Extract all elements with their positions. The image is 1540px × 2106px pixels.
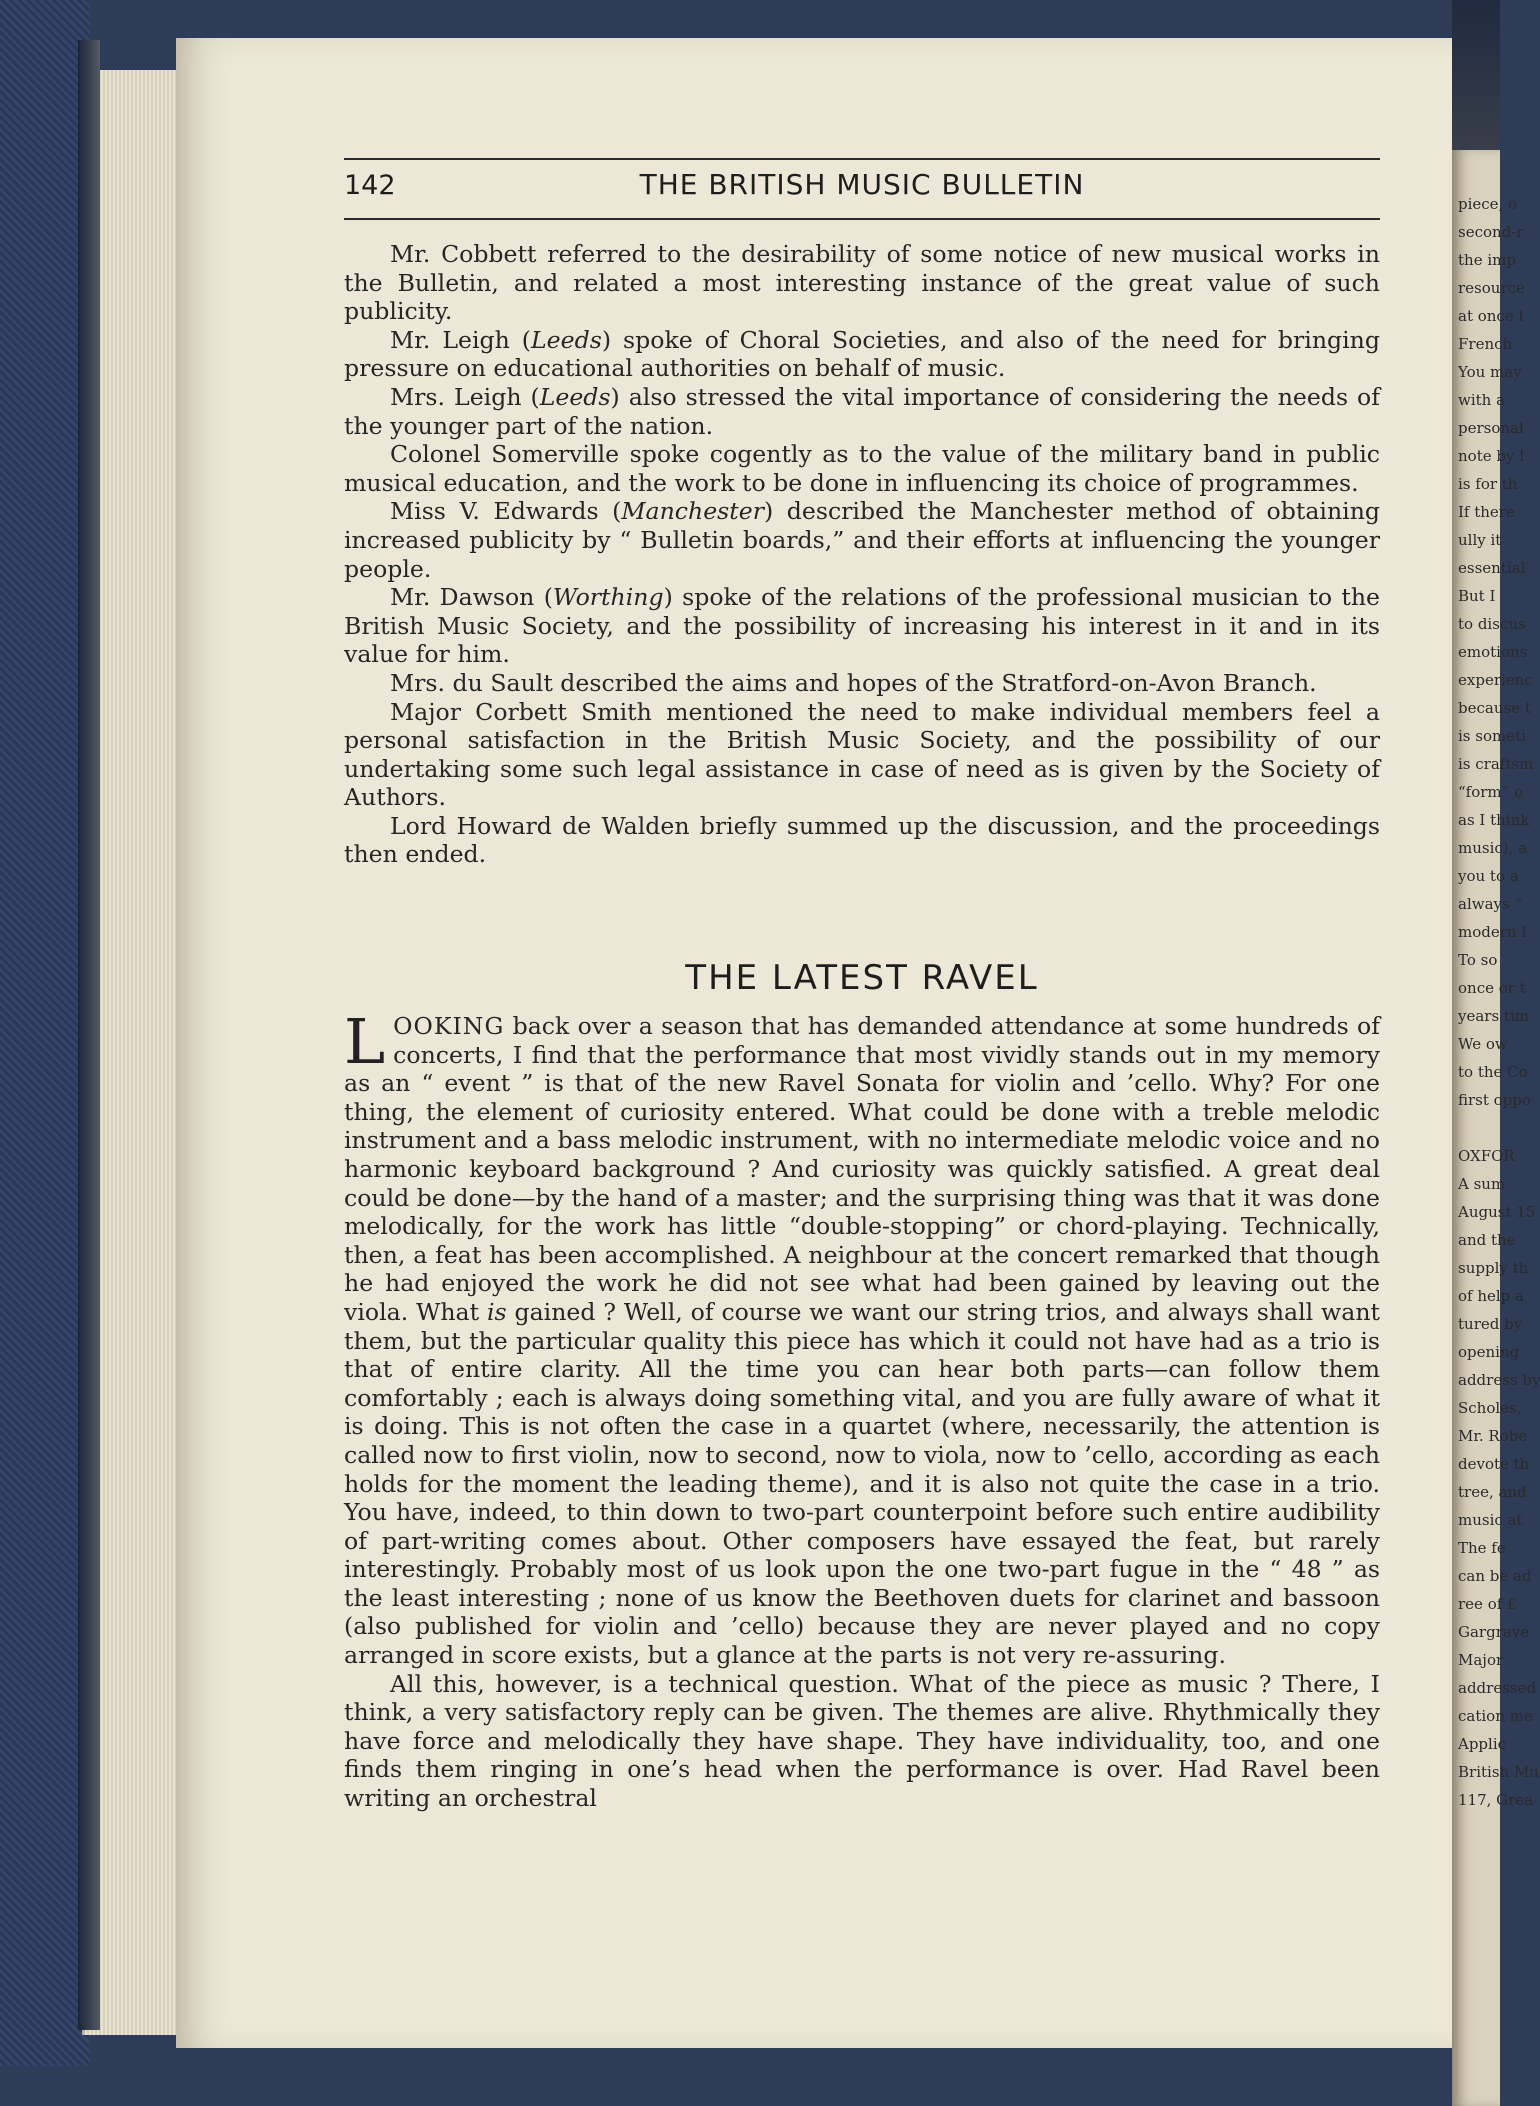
facing-page-line: tured by — [1458, 1315, 1523, 1333]
facing-page-line: note by l — [1458, 447, 1525, 465]
running-title: THE BRITISH MUSIC BULLETIN — [639, 168, 1085, 201]
drop-cap: L — [344, 1005, 386, 1078]
discussion-section — [344, 240, 1380, 869]
discussion-paragraph — [344, 669, 1380, 698]
facing-page-line: emotions — [1458, 643, 1528, 661]
facing-page-line: to discus — [1458, 615, 1526, 633]
facing-page-line — [1452, 1114, 1500, 1142]
facing-page-line: always “ — [1458, 895, 1523, 913]
paragraph-text: ) also stressed the vital importance of considering the needs of the younger part of the nation. — [344, 382, 1380, 440]
facing-page-line: We ow — [1458, 1035, 1508, 1053]
discussion-paragraph — [344, 698, 1380, 812]
facing-page-line: as I think — [1458, 811, 1530, 829]
paragraph-text: Lord Howard de Walden briefly summed up the discussion, and the proceedings then ended. — [344, 811, 1380, 869]
facing-page-line: 117, Grea — [1458, 1791, 1534, 1809]
page-number: 142 — [344, 170, 396, 201]
paragraph-text: Mr. Leigh ( — [390, 325, 532, 354]
facing-page-line: You may — [1458, 363, 1522, 381]
facing-page-line: because t — [1458, 699, 1531, 717]
facing-page-line: A sum — [1458, 1175, 1506, 1193]
header-rule-top — [344, 158, 1380, 160]
paragraph-text: ) spoke of Choral Societies, and also of the need for bringing pressure on educational authorities on behalf of music. — [344, 325, 1380, 383]
facing-page-sliver — [1452, 150, 1540, 2106]
paragraph-text: gained ? Well, of course we want our string trios, and always shall want them, but the particular quality this piece has which it could not have had as a trio is that of entire clarity. All the time you can hear both parts—can follow them comfortably ; each is always doing something vital, and you are fully aware of what it is doing. This is not often the case in a quartet (where, necessarily, the attention is called now to first violin, now to second, now to viola, now to ’cello, according as each holds for the moment the leading theme), and it is also not quite the case in a trio. You have, indeed, to thin down to two-part counterpoint before such entire audibility of part-writing comes about. Other composers have essayed the feat, but rarely interestingly. Probably most of us look upon the one two-part fugue in the “ 48 ” as the least interesting ; none of us know the Beethoven duets for clarinet and bassoon (also published for violin and ’cello) because they are never played and no copy arranged in score exists, but a glance at the parts is not very re-assuring. — [344, 1297, 1380, 1670]
facing-page-line: essential — [1458, 559, 1526, 577]
facing-page-line: addressed — [1458, 1679, 1537, 1697]
discussion-paragraph — [344, 326, 1380, 383]
facing-page-line: Scholes, — [1458, 1399, 1522, 1417]
facing-page-line: Gargrave — [1458, 1623, 1530, 1641]
facing-page-line: first oppo — [1458, 1091, 1531, 1109]
facing-page-line: can be ad — [1458, 1567, 1532, 1585]
emphasis: is — [486, 1297, 507, 1326]
paragraph-text: Mrs. Leigh ( — [390, 382, 540, 411]
facing-page-line: Major — [1458, 1651, 1504, 1669]
discussion-paragraph — [344, 812, 1380, 869]
paragraph-text: Mrs. du Sault described the aims and hopes of the Stratford-on-Avon Branch. — [390, 668, 1317, 697]
header-rule-bottom — [344, 218, 1380, 220]
facing-page-line: tree, and — [1458, 1483, 1527, 1501]
facing-page-line: is craftsm — [1458, 755, 1534, 773]
facing-page-line: is for th — [1458, 475, 1518, 493]
paragraph-text: ) spoke of the relations of the professional musician to the British Music Society, and the possibility of increasing his interest in it and in its value for him. — [344, 583, 1381, 669]
paragraph-text: ) described the Manchester method of obtaining increased publicity by “ Bulletin boards,” and their efforts at influencing the younger people. — [344, 497, 1380, 583]
facing-page-line: But I — [1458, 587, 1496, 605]
place-name: Manchester — [621, 497, 764, 526]
facing-page-line: personal — [1458, 419, 1524, 437]
paragraph-text: Colonel Somerville spoke cogently as to the value of the military band in public musical education, and the work to be done in influencing its choice of programmes. — [344, 440, 1380, 497]
facing-page-line: “form” o — [1458, 783, 1524, 801]
facing-page-line: piece, o — [1458, 195, 1518, 213]
article-paragraph-1 — [344, 1005, 1380, 1670]
facing-page-line: you to a — [1458, 867, 1519, 885]
facing-page-line: second-r — [1458, 223, 1524, 241]
facing-page-line: Mr. Robe — [1458, 1427, 1528, 1445]
paragraph-text: back over a season that has demanded attendance at some hundreds of concerts, I find that the performance that most vividly stands out in my memory as an “ event ” is that of the new Ravel Sonata for violin and ’cello. Why? For one thing, the element of curiosity entered. What could be done with a treble melodic instrument and a bass melodic instrument, with no intermediate melodic voice and no harmonic keyboard background ? And curiosity was quickly satisfied. A great deal could be done—by the hand of a master; and the surprising thing was that it was done melodically, for the work has little “double-stopping” or chord-playing. Technically, then, a feat has been accomplished. A neighbour at the concert remarked that though he had enjoyed the work he did not see what had been gained by leaving out the viola. What — [344, 1012, 1380, 1326]
background-dark — [1452, 0, 1500, 160]
facing-page-line: devote th — [1458, 1455, 1530, 1473]
facing-page-line: the imp — [1458, 251, 1516, 269]
facing-page-line: French — [1458, 335, 1513, 353]
discussion-paragraph — [344, 440, 1380, 497]
book-cover-cloth — [0, 0, 90, 2066]
paragraph-text: Mr. Cobbett referred to the desirability of some notice of new musical works in the Bulletin, and related a most interesting instance of the great value of such publicity. — [344, 240, 1380, 326]
facing-page-line: British Mu — [1458, 1763, 1539, 1781]
discussion-paragraph — [344, 240, 1380, 326]
facing-page-line: at once l — [1458, 307, 1524, 325]
facing-page-line: and the — [1458, 1231, 1516, 1249]
facing-page-line: cation me — [1458, 1707, 1533, 1725]
facing-page-line: To so — [1458, 951, 1498, 969]
facing-page-line: August 15 — [1458, 1203, 1536, 1221]
spine-shadow — [78, 40, 100, 2030]
facing-page-line: address by — [1458, 1371, 1540, 1389]
facing-page-line: music at — [1458, 1511, 1523, 1529]
facing-page-line: The fe — [1458, 1539, 1506, 1557]
facing-page-line: OXFOR — [1458, 1147, 1515, 1165]
first-word: OOKING — [393, 1012, 505, 1040]
facing-page-line: years tim — [1458, 1007, 1529, 1025]
facing-page-line: once or t — [1458, 979, 1526, 997]
facing-page-line: ree of £ — [1458, 1595, 1517, 1613]
facing-page-line: supply th — [1458, 1259, 1529, 1277]
facing-page-line: opening — [1458, 1343, 1520, 1361]
place-name: Leeds — [539, 382, 611, 411]
discussion-paragraph — [344, 383, 1380, 440]
facing-page-line: If there — [1458, 503, 1515, 521]
article-paragraph-2: All this, however, is a technical question. What of the piece as music ? There, I think, a very satisfactory reply can be given. The themes are alive. Rhythmically they have force and melodically they have shape. They have individuality, too, and one finds them ringing in one’s head when the performance is over. Had Ravel been writing an orchestral — [344, 1669, 1380, 1813]
place-name: Worthing — [552, 583, 664, 612]
paragraph-text: Major Corbett Smith mentioned the need to make individual members feel a personal satisfaction in the British Music Society, and the possibility of our undertaking some such legal assistance in case of need as is given by the Society of Authors. — [344, 697, 1380, 812]
facing-page-line: modern l — [1458, 923, 1527, 941]
article-body — [344, 1005, 1380, 1813]
facing-page-line: is someti — [1458, 727, 1526, 745]
place-name: Leeds — [531, 325, 602, 354]
discussion-paragraph — [344, 497, 1380, 583]
facing-page-line: with a — [1458, 391, 1506, 409]
paragraph-text: Miss V. Edwards ( — [390, 497, 622, 526]
facing-page-line: experienc — [1458, 671, 1533, 689]
facing-page-line: resource — [1458, 279, 1525, 297]
facing-page-line: Applic — [1458, 1735, 1507, 1753]
facing-page-line: to the Co — [1458, 1063, 1528, 1081]
facing-page-line: music), a — [1458, 839, 1528, 857]
discussion-paragraph — [344, 583, 1380, 669]
facing-page-line: of help a — [1458, 1287, 1524, 1305]
article-title: THE LATEST RAVEL — [685, 958, 1039, 998]
paragraph-text: Mr. Dawson ( — [390, 583, 553, 612]
facing-page-line: ully it — [1458, 531, 1502, 549]
